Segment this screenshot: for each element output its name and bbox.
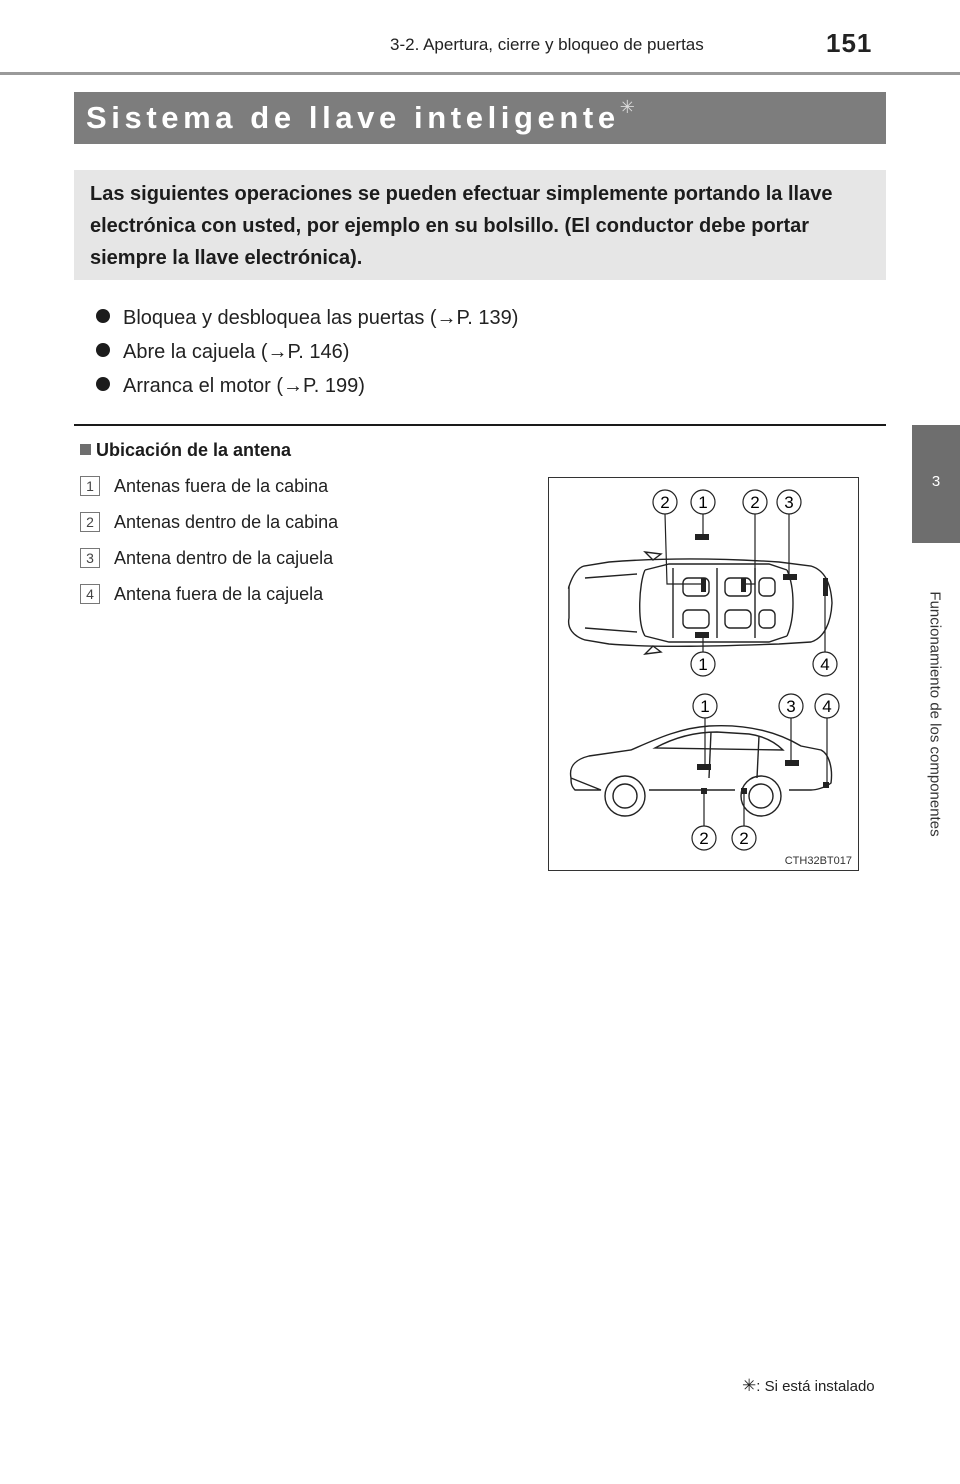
number-badge: 1 <box>80 476 100 496</box>
intro-box <box>74 170 886 280</box>
intro-text: Las siguientes operaciones se pueden efectuar simplemente portando la llave electrónica con usted, por ejemplo en su bolsillo. (El conductor debe portar siempre la llave electrónica). <box>90 183 833 269</box>
number-badge: 3 <box>80 548 100 568</box>
bullet-dot-icon <box>96 377 110 391</box>
callout-number: 1 <box>698 655 708 674</box>
bullet-dot-icon <box>96 343 110 357</box>
antenna-location-figure <box>548 477 859 871</box>
number-badge: 4 <box>80 584 100 604</box>
bullet-text: Arranca el motor (→P. 199) <box>123 375 365 397</box>
car-top-view-icon <box>569 552 832 654</box>
page-title-text: Sistema de llave inteligente <box>86 100 620 135</box>
legend-label: Antena fuera de la cajuela <box>114 584 324 604</box>
title-bar <box>74 92 886 144</box>
callout-number: 2 <box>660 493 670 512</box>
legend-label: Antenas fuera de la cabina <box>114 476 329 496</box>
callout-number: 2 <box>699 829 709 848</box>
footnote <box>742 1376 875 1396</box>
callout-top-2b-icon <box>743 490 767 514</box>
footnote-text: : Si está instalado <box>756 1378 875 1395</box>
callout-side-1-icon <box>693 694 717 718</box>
callout-side-2a-icon <box>692 826 716 850</box>
chapter-tab <box>912 425 960 543</box>
callout-number: 1 <box>700 697 710 716</box>
header-divider <box>0 72 960 75</box>
subsection-heading <box>80 440 291 461</box>
asterisk-icon: ✳ <box>742 1376 757 1395</box>
bullet-dot-icon <box>96 309 110 323</box>
callout-side-3-icon <box>779 694 803 718</box>
legend-item <box>80 476 328 497</box>
number-badge: 2 <box>80 512 100 532</box>
callout-top-1b-icon <box>691 652 715 676</box>
legend-label: Antena dentro de la cajuela <box>114 548 334 568</box>
callout-top-3-icon <box>777 490 801 514</box>
car-side-view-icon <box>571 726 832 816</box>
bullet-text: Bloquea y desbloquea las puertas (→P. 139) <box>123 307 519 329</box>
square-bullet-icon <box>80 444 91 455</box>
car-diagram <box>549 478 858 870</box>
subsection-heading-text: Ubicación de la antena <box>96 440 292 460</box>
callout-number: 2 <box>750 493 760 512</box>
legend-item <box>80 548 333 569</box>
callout-number: 3 <box>784 493 794 512</box>
bullet-item <box>96 341 349 364</box>
callout-side-4-icon <box>815 694 839 718</box>
bullet-item <box>96 375 365 398</box>
callout-number: 3 <box>786 697 796 716</box>
bullet-item <box>96 307 518 330</box>
chapter-number: 3 <box>931 473 941 490</box>
callout-number: 4 <box>822 697 832 716</box>
page-title <box>86 96 635 136</box>
legend-item <box>80 584 323 605</box>
callout-number: 2 <box>739 829 749 848</box>
callout-side-2b-icon <box>732 826 756 850</box>
bullet-text: Abre la cajuela (→P. 146) <box>123 341 350 363</box>
callout-number: 1 <box>698 493 708 512</box>
figure-code: CTH32BT017 <box>784 855 852 867</box>
callout-number: 4 <box>820 655 830 674</box>
page-number: 151 <box>826 28 873 58</box>
installed-mark-icon: ✳ <box>619 96 635 117</box>
callout-top-4-icon <box>813 652 837 676</box>
header-section-title: 3-2. Apertura, cierre y bloqueo de puertas <box>390 35 704 54</box>
legend-item <box>80 512 338 533</box>
callout-top-1a-icon <box>691 490 715 514</box>
section-divider <box>74 424 886 426</box>
callout-top-2a-icon <box>653 490 677 514</box>
legend-label: Antenas dentro de la cabina <box>114 512 339 532</box>
chapter-label: Funcionamiento de los componentes <box>926 591 944 837</box>
